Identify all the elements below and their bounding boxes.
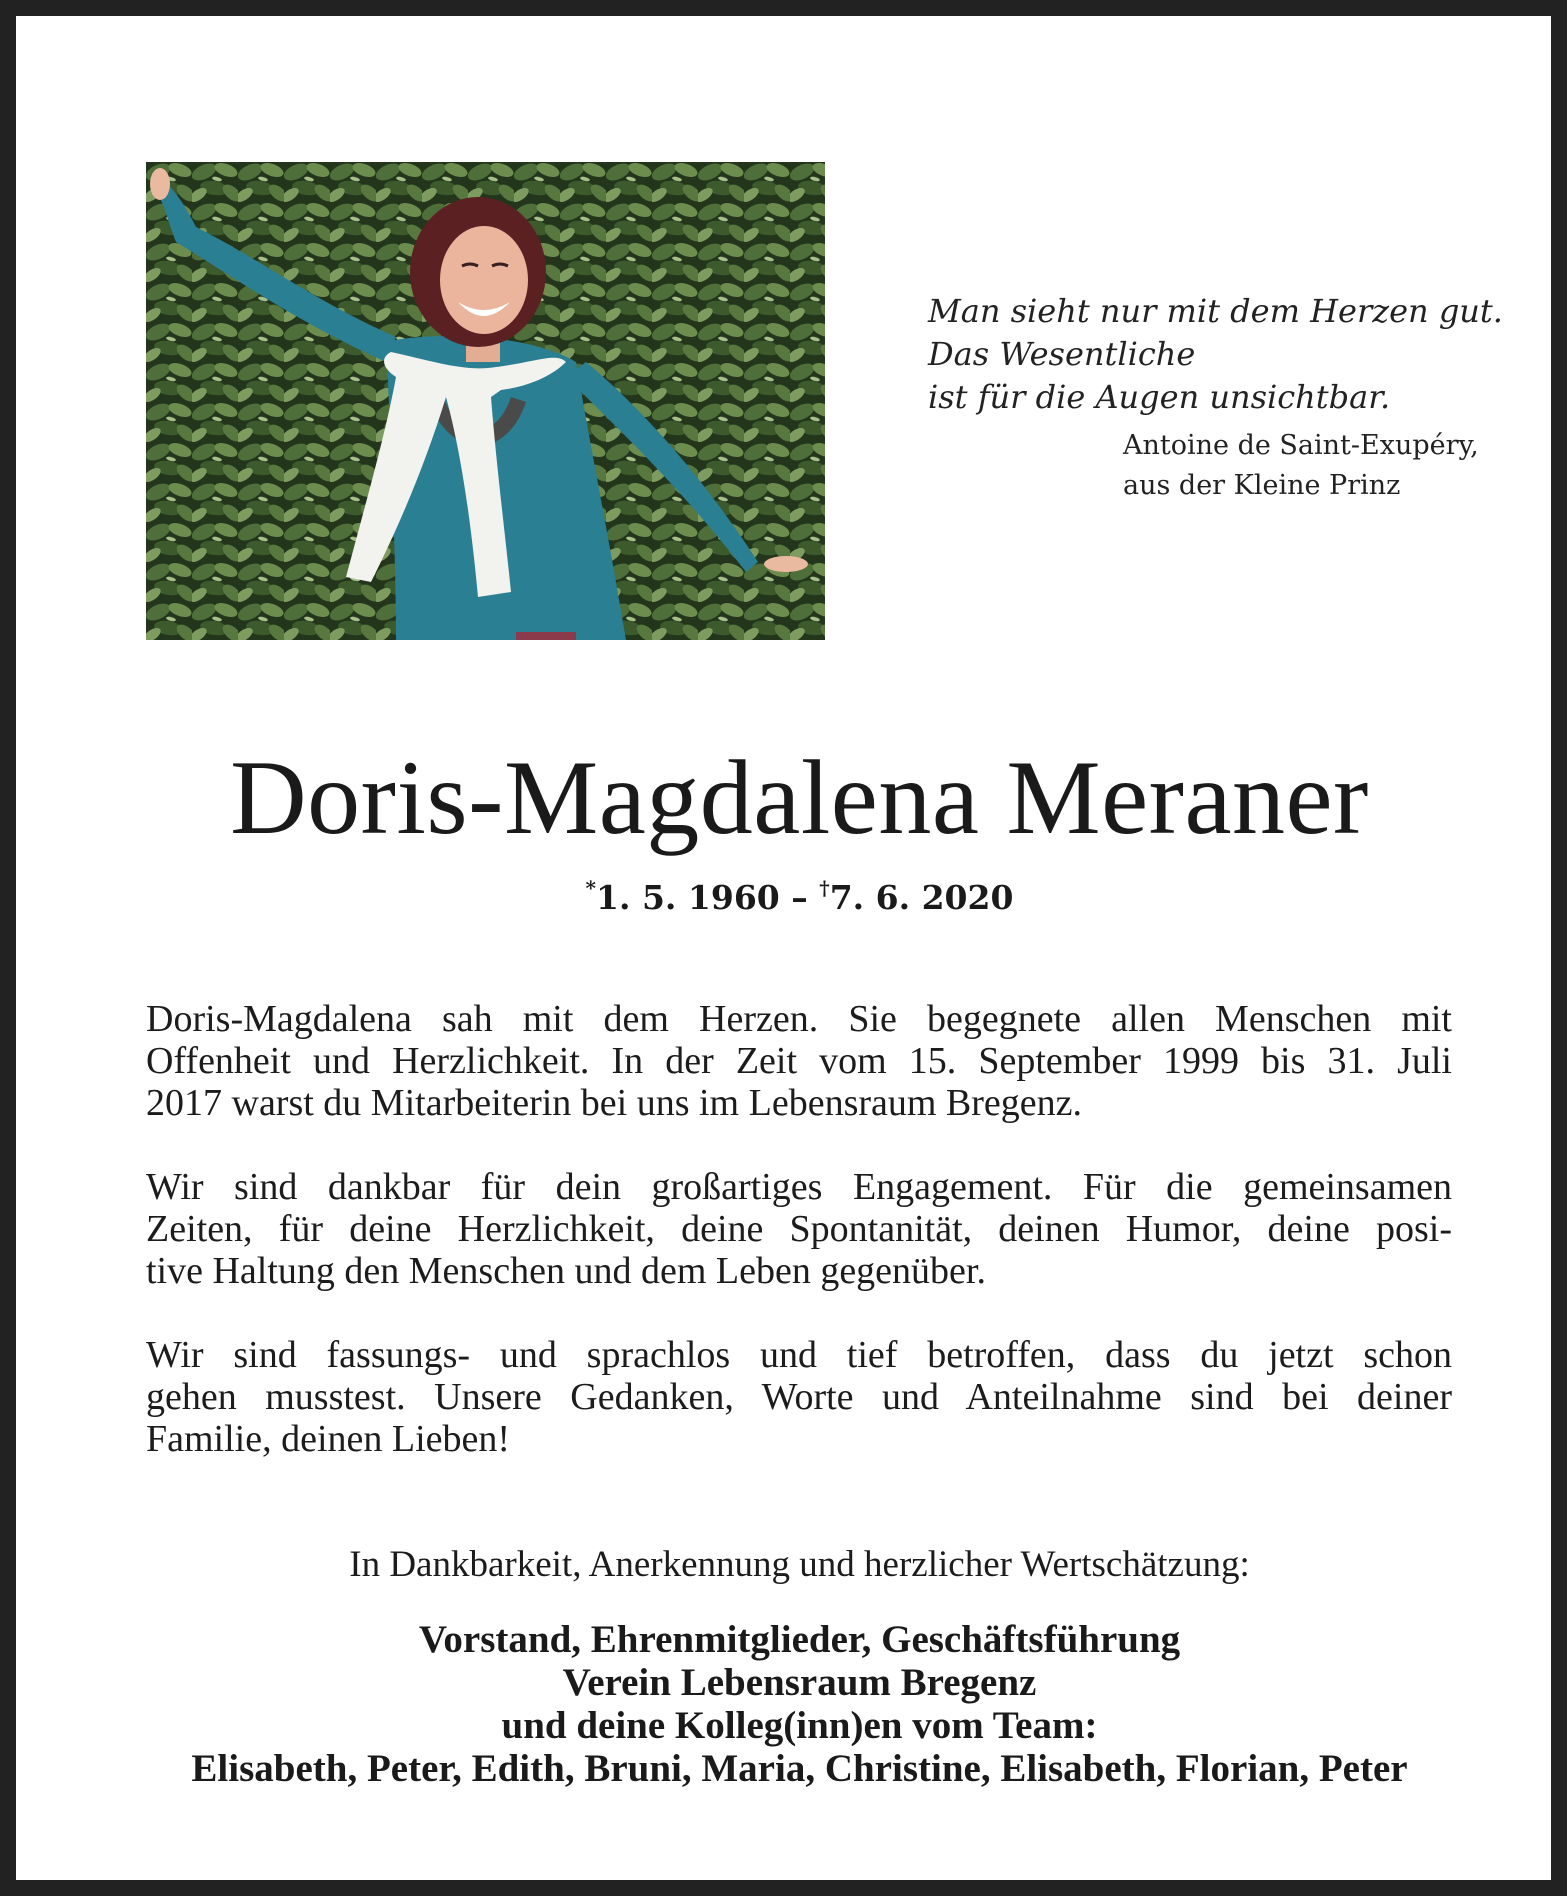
attribution-line: Antoine de Saint-Exupéry,	[1123, 430, 1479, 461]
text-line: Familie, deinen Lieben!	[146, 1418, 511, 1460]
signers	[16, 1618, 1567, 1790]
life-dates	[16, 868, 1567, 918]
paragraph	[146, 1166, 1452, 1292]
attribution-line: aus der Kleine Prinz	[1123, 470, 1401, 501]
quote	[928, 290, 1503, 419]
obituary-text	[146, 998, 1452, 1502]
birth-date: 1. 5. 1960	[596, 878, 780, 917]
signer-line: Vorstand, Ehrenmitglieder, Geschäftsführung	[418, 1618, 1181, 1661]
signer-line: Elisabeth, Peter, Edith, Bruni, Maria, Christine, Elisabeth, Florian, Peter	[191, 1747, 1408, 1790]
text-line: Zeiten, für deine Herzlichkeit, deine Spontanität, deinen Humor, deine posi-	[146, 1208, 1452, 1250]
death-symbol: †	[819, 876, 830, 900]
text-line: Wir sind dankbar für dein großartiges Engagement. Für die gemeinsamen	[146, 1166, 1452, 1208]
text-line: Doris-Magdalena sah mit dem Herzen. Sie begegnete allen Menschen mit	[146, 998, 1452, 1040]
text-line: tive Haltung den Menschen und dem Leben gegenüber.	[146, 1250, 986, 1292]
quote-line: ist für die Augen unsichtbar.	[928, 378, 1391, 416]
text-line: Offenheit und Herzlichkeit. In der Zeit vom 15. September 1999 bis 31. Juli	[146, 1040, 1452, 1082]
death-date: 7. 6. 2020	[829, 878, 1014, 917]
paragraph	[146, 998, 1452, 1124]
text-line: Wir sind fassungs- und sprachlos und tief betroffen, dass du jetzt schon	[146, 1334, 1452, 1376]
signer-line: und deine Kolleg(inn)en vom Team:	[501, 1704, 1098, 1747]
text-line: 2017 warst du Mitarbeiterin bei uns im Lebensraum Bregenz.	[146, 1082, 1083, 1124]
quote-line: Das Wesentliche	[928, 335, 1196, 373]
text-line: gehen musstest. Unsere Gedanken, Worte und Anteilnahme sind bei deiner	[146, 1376, 1452, 1418]
birth-symbol: *	[585, 876, 597, 900]
date-separator: –	[779, 878, 820, 917]
deceased-name: Doris-Magdalena Meraner	[230, 739, 1369, 856]
signer-line: Verein Lebensraum Bregenz	[562, 1661, 1037, 1704]
thanks-line: In Dankbarkeit, Anerkennung und herzlicher Wertschätzung:	[349, 1544, 1250, 1585]
portrait-photo	[146, 162, 825, 640]
portrait-image	[146, 162, 825, 640]
paragraph	[146, 1334, 1452, 1460]
quote-attribution	[1123, 426, 1543, 506]
quote-line: Man sieht nur mit dem Herzen gut.	[928, 292, 1503, 330]
